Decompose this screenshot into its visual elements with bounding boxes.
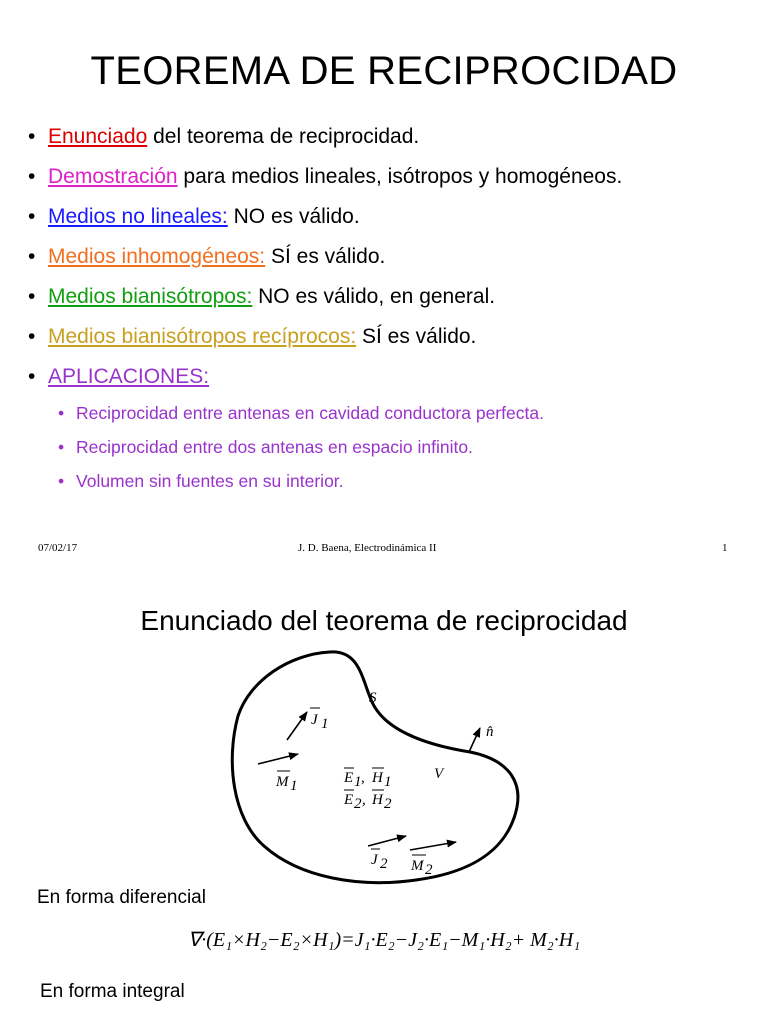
bullet-text: SÍ es válido. [265, 245, 386, 268]
h1-subscript: 1 [384, 774, 392, 790]
normal-vector [469, 728, 480, 752]
m1-arrow [258, 754, 298, 764]
m2-subscript: 2 [425, 862, 433, 878]
link-aplicaciones[interactable]: APLICACIONES: [48, 365, 210, 388]
bullet-text: para medios lineales, isótropos y homogéneos. [177, 165, 623, 188]
footer-author: J. D. Baena, Electrodinámica II [298, 542, 437, 554]
j1-label: J [311, 712, 318, 728]
j2-subscript: 2 [380, 856, 388, 872]
footer-page-number: 1 [722, 542, 728, 554]
m1-label: M [276, 774, 289, 790]
link-demostracion[interactable]: Demostración [48, 165, 178, 188]
h2-label: H [372, 792, 383, 808]
link-medios-inhomogeneos[interactable]: Medios inhomogéneos: [48, 245, 266, 268]
m1-subscript: 1 [290, 778, 298, 794]
differential-form-label: En forma diferencial [37, 887, 206, 908]
comma: , [361, 770, 365, 786]
footer-date: 07/02/17 [38, 542, 78, 554]
sub-bullet: • Reciprocidad entre dos antenas en espacio infinito. [58, 436, 544, 470]
integral-form-label: En forma integral [40, 981, 185, 1002]
j2-label: J [371, 852, 378, 868]
surface-label: S [369, 690, 377, 706]
j1-arrow [287, 712, 307, 740]
link-medios-bianisotropos-reciprocos[interactable]: Medios bianisótropos recíprocos: [48, 325, 357, 348]
link-medios-no-lineales[interactable]: Medios no lineales: [48, 205, 228, 228]
e2-subscript: 2 [354, 796, 362, 812]
bullet-text: NO es válido. [227, 205, 360, 228]
sub-bullet: • Reciprocidad entre antenas en cavidad conductora perfecta. [58, 402, 544, 436]
reciprocity-equation: ∇·(E₁×H₂−E₂×H₁)=J₁·E₂−J₂·E₁−M₁·H₂+ M₂·H₁ [187, 929, 581, 951]
h2-subscript: 2 [384, 796, 392, 812]
bullet-text: NO es válido, en general. [252, 285, 496, 308]
j2-arrow [368, 836, 406, 846]
e1-subscript: 1 [354, 774, 362, 790]
slide2-title: Enunciado del teorema de reciprocidad [140, 605, 628, 636]
link-enunciado[interactable]: Enunciado [48, 125, 148, 148]
e1-label: E [344, 770, 354, 786]
normal-label: n̂ [486, 724, 494, 740]
m2-arrow [410, 842, 456, 850]
j1-subscript: 1 [321, 716, 329, 732]
volume-boundary-surface [232, 652, 518, 883]
bullet-text: del teorema de reciprocidad. [147, 125, 420, 148]
sub-bullet: • Volumen sin fuentes en su interior. [58, 470, 544, 504]
comma: , [362, 792, 366, 808]
e2-label: E [344, 792, 354, 808]
bullet-text: SÍ es válido. [356, 325, 477, 348]
slide-title: TEOREMA DE RECIPROCIDAD [90, 49, 678, 93]
h1-label: H [372, 770, 383, 786]
volume-label: V [434, 766, 444, 782]
m2-label: M [411, 858, 424, 874]
link-medios-bianisotropos[interactable]: Medios bianisótropos: [48, 285, 253, 308]
